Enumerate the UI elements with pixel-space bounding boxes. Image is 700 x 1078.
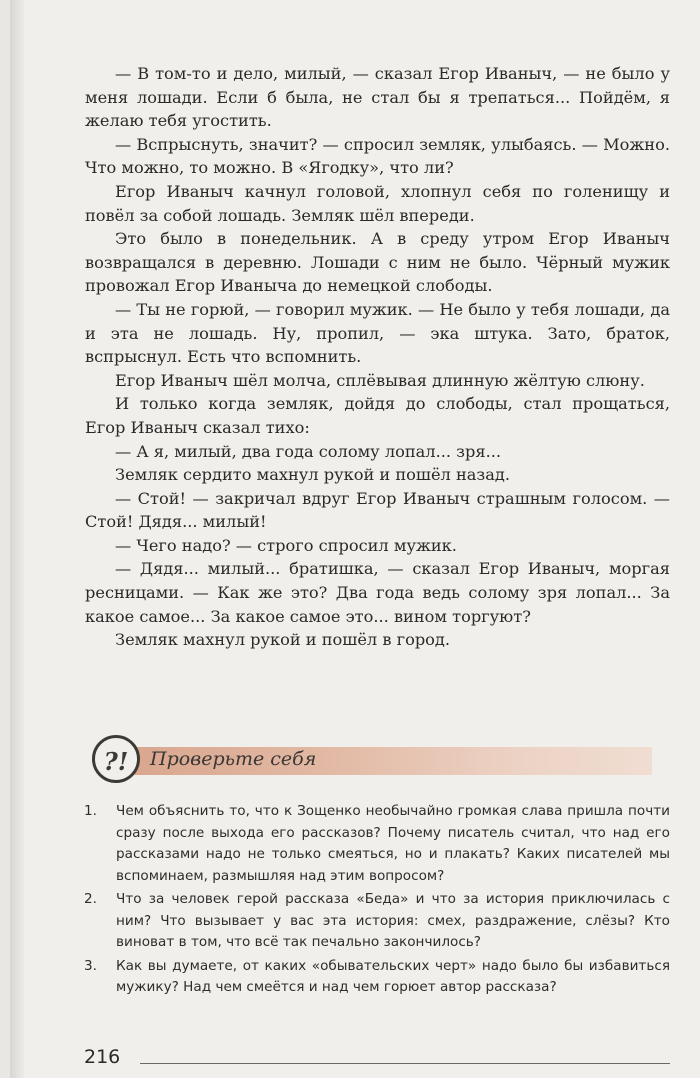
story-paragraph: Егор Иваныч шёл молча, сплёвывая длинную жёлтую слюну. [115, 370, 645, 390]
story-paragraph: Егор Иваныч качнул головой, хлопнул себя по голенищу и повёл за собой лошадь. Земляк шёл впереди. [85, 181, 670, 225]
story-paragraph: Это было в понедельник. А в среду утром Егор Иваныч возвращался в деревню. Лошади с ним не было. Чёрный мужик провожал Егор Иваныча до немецкой слободы. [85, 229, 670, 296]
question-item [84, 889, 670, 954]
story-text [85, 62, 670, 652]
question-text: Как вы думаете, от каких «обывательских черт» надо было бы избавиться мужику? Над чем смеётся и над чем горюет автор рассказа? [116, 957, 670, 995]
footer-divider [140, 1063, 670, 1064]
question-number: 3. [84, 957, 97, 974]
check-yourself-banner [92, 735, 654, 787]
page-spine-shadow [10, 0, 24, 1078]
story-paragraph: — Стой! — закричал вдруг Егор Иваныч страшным голосом. — Стой! Дядя... милый! [85, 488, 670, 532]
story-paragraph: Земляк махнул рукой и пошёл в город. [115, 630, 451, 650]
question-list [84, 801, 670, 1001]
story-paragraph: Земляк сердито махнул рукой и пошёл назад. [115, 465, 510, 485]
question-item [84, 801, 670, 887]
question-text: Чем объяснить то, что к Зощенко необычайно громкая слава пришла почти сразу после выхода его рассказов? Почему писатель считал, что над его рассказами надо не только смеяться, но и плакать? Каких писателей мы вспоминаем, размышляя над этим вопросом? [116, 803, 670, 884]
story-paragraph: — А я, милый, два года солому лопал... зря... [115, 441, 502, 461]
question-text: Что за человек герой рассказа «Беда» и что за история приключилась с ним? Что вызывает у вас эта история: смех, раздражение, слёзы? Кто виноват в том, что всё так печально закончилось? [116, 891, 670, 950]
story-paragraph: — Ты не горюй, — говорил мужик. — Не было у тебя лошади, да и эта не лошадь. Ну, пропил, — эка штука. Зато, браток, вспрыснул. Есть что вспомнить. [85, 299, 670, 367]
question-number: 2. [84, 891, 97, 907]
story-paragraph: — Вспрыснуть, значит? — спросил земляк, улыбаясь. — Можно. Что можно, то можно. В «Ягодку», что ли? [85, 134, 670, 178]
section-title: Проверьте себя [150, 748, 317, 770]
story-paragraph: — Чего надо? — строго спросил мужик. [115, 535, 457, 555]
question-number: 1. [84, 803, 97, 819]
page-number: 216 [84, 1046, 121, 1068]
story-paragraph: — В том-то и дело, милый, — сказал Егор Иваныч, — не было у меня лошади. Если б была, не стал бы я трепаться... Пойдём, я желаю тебя угостить. [85, 64, 670, 131]
question-exclamation-icon: ?! [92, 735, 140, 783]
story-paragraph: — Дядя... милый... братишка, — сказал Егор Иваныч, моргая ресницами. — Как же это? Два года ведь солому зря лопал... За какое самое... За какое самое это... вином торгуют? [85, 559, 670, 626]
question-item [84, 956, 670, 999]
story-paragraph: И только когда земляк, дойдя до слободы, стал прощаться, Егор Иваныч сказал тихо: [85, 394, 670, 437]
